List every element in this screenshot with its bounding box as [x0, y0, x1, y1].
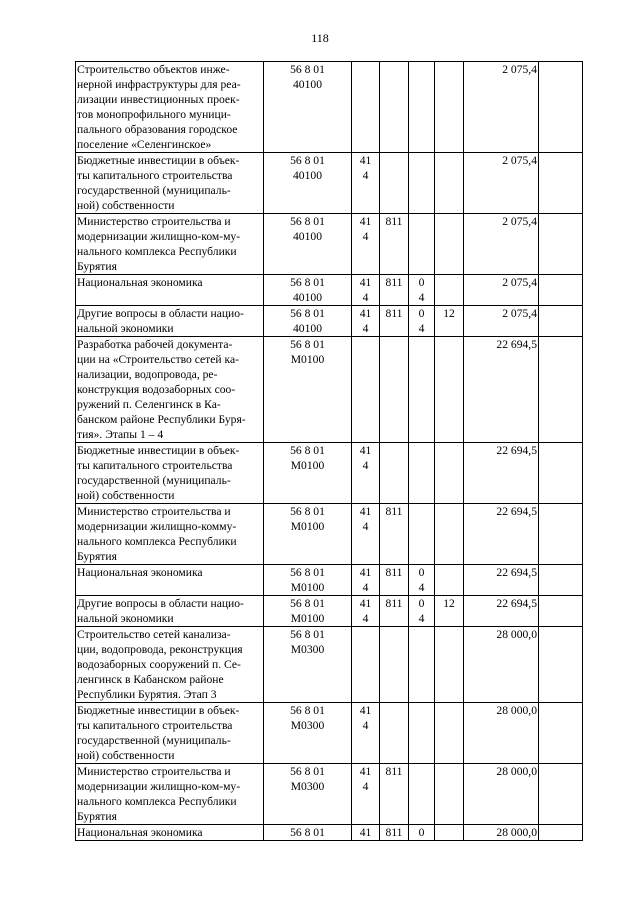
row-dep: [380, 306, 409, 337]
row-name-line: ружений п. Селенгинск в Ка-: [77, 398, 221, 411]
table-row: [76, 153, 583, 214]
row-name-line: ты капитального строительства: [77, 169, 233, 182]
row-rz: [409, 214, 435, 275]
row-pr: [435, 825, 464, 841]
row-sum: [464, 596, 539, 627]
table-row: [76, 275, 583, 306]
row-sum-line: 22 694,5: [496, 566, 537, 579]
row-dep: [380, 627, 409, 703]
row-dep: [380, 337, 409, 443]
table-row: [76, 443, 583, 504]
table-row: [76, 337, 583, 443]
row-code: [264, 214, 352, 275]
row-code: [264, 153, 352, 214]
page-number: 118: [311, 31, 329, 45]
row-rz: [409, 764, 435, 825]
row-code-line: М0100: [290, 612, 325, 625]
row-empty: [539, 703, 583, 764]
row-name-line: ной) собственности: [77, 749, 175, 762]
row-name-line: пального образования городское: [77, 123, 238, 136]
row-sum: [464, 565, 539, 596]
table-row: [76, 306, 583, 337]
row-pr: [435, 565, 464, 596]
row-rz: [409, 703, 435, 764]
row-name-line: водозаборных сооружений п. Се-: [77, 658, 241, 671]
row-code: [264, 565, 352, 596]
row-rz-line: 0: [418, 307, 425, 320]
row-vr-line: 41: [359, 444, 372, 457]
row-vr-line: 41: [359, 505, 372, 518]
row-vr: [352, 764, 380, 825]
row-empty: [539, 153, 583, 214]
row-empty: [539, 627, 583, 703]
row-name-line: Разработка рабочей документа-: [77, 338, 233, 351]
row-sum-line: 2 075,4: [502, 276, 537, 289]
row-empty: [539, 504, 583, 565]
row-code-line: 56 8 01: [290, 338, 325, 351]
row-code-line: 56 8 01: [290, 505, 325, 518]
row-dep-line: 811: [385, 307, 403, 320]
row-code-line: 56 8 01: [290, 276, 325, 289]
row-vr-line: 4: [362, 612, 369, 625]
row-dep-line: 811: [385, 826, 403, 839]
row-vr: [352, 596, 380, 627]
row-name: [76, 825, 264, 841]
row-dep-line: 811: [385, 276, 403, 289]
row-code-line: 56 8 01: [290, 597, 325, 610]
row-empty: [539, 306, 583, 337]
row-sum: [464, 627, 539, 703]
row-rz: [409, 627, 435, 703]
row-name: [76, 337, 264, 443]
row-pr: [435, 504, 464, 565]
row-vr: [352, 153, 380, 214]
row-name-line: лизации инвестиционных проек-: [77, 93, 240, 106]
row-vr-line: 4: [362, 291, 369, 304]
row-code-line: 56 8 01: [290, 628, 325, 641]
row-sum-line: 2 075,4: [502, 307, 537, 320]
row-code-line: М0300: [290, 719, 325, 732]
row-empty: [539, 443, 583, 504]
row-code-line: 56 8 01: [290, 765, 325, 778]
row-vr-line: 4: [362, 581, 369, 594]
row-sum: [464, 62, 539, 153]
row-sum: [464, 337, 539, 443]
row-empty: [539, 214, 583, 275]
table-row: [76, 764, 583, 825]
row-code-line: 56 8 01: [290, 444, 325, 457]
row-dep-line: 811: [385, 215, 403, 228]
table-row: [76, 62, 583, 153]
row-code: [264, 275, 352, 306]
row-vr-line: 41: [359, 154, 372, 167]
row-sum-line: 28 000,0: [496, 628, 537, 641]
row-vr: [352, 627, 380, 703]
row-dep: [380, 825, 409, 841]
row-empty: [539, 565, 583, 596]
row-name: [76, 627, 264, 703]
row-name-line: поселение «Селенгинское»: [77, 138, 212, 151]
row-name-line: Бюджетные инвестиции в объек-: [77, 704, 240, 717]
row-vr: [352, 504, 380, 565]
row-pr: [435, 627, 464, 703]
row-vr-line: 4: [362, 322, 369, 335]
row-name-line: Бюджетные инвестиции в объек-: [77, 444, 240, 457]
row-name-line: тов монопрофильного муници-: [77, 108, 231, 121]
row-sum-line: 22 694,5: [496, 444, 537, 457]
row-name-line: модернизации жилищно-ком-му-: [77, 230, 241, 243]
row-rz-line: 0: [418, 566, 425, 579]
row-rz: [409, 153, 435, 214]
row-sum-line: 22 694,5: [496, 505, 537, 518]
row-vr: [352, 565, 380, 596]
row-pr: [435, 275, 464, 306]
row-name-line: конструкция водозаборных соо-: [77, 383, 236, 396]
row-pr: [435, 214, 464, 275]
row-sum: [464, 153, 539, 214]
row-code: [264, 627, 352, 703]
row-rz: [409, 504, 435, 565]
row-vr-line: 41: [359, 826, 372, 839]
row-code-line: М0100: [290, 520, 325, 533]
row-code-line: 56 8 01: [290, 826, 325, 839]
row-empty: [539, 764, 583, 825]
row-rz: [409, 337, 435, 443]
table-row: [76, 504, 583, 565]
row-code-line: 56 8 01: [290, 63, 325, 76]
row-name-line: нализации, водопровода, ре-: [77, 368, 218, 381]
row-vr: [352, 703, 380, 764]
row-vr: [352, 214, 380, 275]
row-code-line: 40100: [293, 322, 322, 335]
table-row: [76, 825, 583, 841]
row-code-line: 56 8 01: [290, 154, 325, 167]
row-name-line: ленгинск в Кабанском районе: [77, 673, 224, 686]
row-sum: [464, 443, 539, 504]
row-code-line: М0100: [290, 353, 325, 366]
row-code-line: 40100: [293, 169, 322, 182]
row-rz: [409, 62, 435, 153]
row-vr-line: 4: [362, 520, 369, 533]
row-empty: [539, 275, 583, 306]
row-name-line: ции, водопровода, реконструкция: [77, 643, 243, 656]
row-name-line: Бюджетные инвестиции в объек-: [77, 154, 240, 167]
row-sum-line: 2 075,4: [502, 215, 537, 228]
row-rz: [409, 275, 435, 306]
row-sum-line: 22 694,5: [496, 338, 537, 351]
row-sum: [464, 214, 539, 275]
row-dep: [380, 214, 409, 275]
row-name-line: ной) собственности: [77, 199, 175, 212]
row-sum-line: 28 000,0: [496, 826, 537, 839]
row-code-line: 56 8 01: [290, 704, 325, 717]
row-name-line: Строительство объектов инже-: [77, 63, 230, 76]
row-empty: [539, 825, 583, 841]
row-vr-line: 41: [359, 765, 372, 778]
row-pr: [435, 62, 464, 153]
row-rz-line: 4: [418, 581, 425, 594]
row-vr-line: 4: [362, 459, 369, 472]
row-vr-line: 4: [362, 780, 369, 793]
row-pr-line: 12: [443, 307, 455, 320]
row-name-line: ты капитального строительства: [77, 719, 233, 732]
row-name-line: модернизации жилищно-ком-му-: [77, 780, 241, 793]
row-code-line: 56 8 01: [290, 215, 325, 228]
row-rz: [409, 565, 435, 596]
row-name-line: банском районе Республики Буря-: [77, 413, 246, 426]
row-name-line: ной) собственности: [77, 489, 175, 502]
budget-table: [75, 61, 583, 841]
row-rz-line: 4: [418, 612, 425, 625]
row-code: [264, 825, 352, 841]
table-row: [76, 703, 583, 764]
row-pr: [435, 764, 464, 825]
row-name: [76, 703, 264, 764]
row-code-line: 56 8 01: [290, 566, 325, 579]
row-code: [264, 504, 352, 565]
row-code-line: М0300: [290, 643, 325, 656]
row-name-line: государственной (муниципаль-: [77, 734, 231, 747]
row-sum-line: 2 075,4: [502, 63, 537, 76]
row-name-line: государственной (муниципаль-: [77, 474, 231, 487]
row-name: [76, 214, 264, 275]
row-dep: [380, 565, 409, 596]
row-vr: [352, 306, 380, 337]
row-code-line: 40100: [293, 291, 322, 304]
row-vr-line: 4: [362, 169, 369, 182]
row-name-line: нального комплекса Республики: [77, 795, 237, 808]
row-rz: [409, 596, 435, 627]
row-name-line: Другие вопросы в области нацио-: [77, 597, 244, 610]
row-code: [264, 596, 352, 627]
row-code: [264, 764, 352, 825]
row-dep-line: 811: [385, 765, 403, 778]
table-row: [76, 627, 583, 703]
row-vr: [352, 275, 380, 306]
table-row: [76, 214, 583, 275]
row-name-line: нальной экономики: [77, 612, 174, 625]
row-code-line: 40100: [293, 230, 322, 243]
row-sum: [464, 703, 539, 764]
row-name-line: модернизации жилищно-комму-: [77, 520, 237, 533]
row-vr: [352, 443, 380, 504]
row-pr: [435, 443, 464, 504]
row-name: [76, 306, 264, 337]
row-vr-line: 41: [359, 704, 372, 717]
row-dep: [380, 703, 409, 764]
row-name-line: Бурятия: [77, 810, 117, 823]
row-vr: [352, 825, 380, 841]
row-vr-line: 41: [359, 566, 372, 579]
row-rz: [409, 306, 435, 337]
row-pr-line: 12: [443, 597, 455, 610]
row-empty: [539, 62, 583, 153]
row-name-line: Другие вопросы в области нацио-: [77, 307, 244, 320]
row-rz: [409, 443, 435, 504]
row-vr-line: 41: [359, 597, 372, 610]
row-name: [76, 504, 264, 565]
row-name-line: нальной экономики: [77, 322, 174, 335]
row-name-line: Республики Бурятия. Этап 3: [77, 688, 217, 701]
row-name: [76, 62, 264, 153]
row-name: [76, 565, 264, 596]
row-vr-line: 4: [362, 230, 369, 243]
row-rz-line: 4: [418, 291, 425, 304]
row-name-line: Министерство строительства и: [77, 215, 231, 228]
row-dep: [380, 275, 409, 306]
row-name-line: Бурятия: [77, 260, 117, 273]
row-code: [264, 443, 352, 504]
row-code: [264, 306, 352, 337]
row-sum: [464, 306, 539, 337]
row-sum: [464, 504, 539, 565]
row-pr: [435, 596, 464, 627]
row-name-line: ции на «Строительство сетей ка-: [77, 353, 239, 366]
row-dep: [380, 596, 409, 627]
row-dep-line: 811: [385, 505, 403, 518]
row-code-line: 40100: [293, 78, 322, 91]
row-code-line: М0100: [290, 581, 325, 594]
row-code-line: 56 8 01: [290, 307, 325, 320]
row-vr-line: 4: [362, 719, 369, 732]
row-empty: [539, 596, 583, 627]
row-pr: [435, 337, 464, 443]
row-name-line: Министерство строительства и: [77, 765, 231, 778]
table-body: [76, 62, 583, 841]
row-name-line: Строительство сетей канализа-: [77, 628, 231, 641]
row-dep: [380, 764, 409, 825]
row-name: [76, 596, 264, 627]
row-name-line: нального комплекса Республики: [77, 535, 237, 548]
row-name-line: Национальная экономика: [77, 826, 203, 839]
row-name-line: Министерство строительства и: [77, 505, 231, 518]
row-empty: [539, 337, 583, 443]
row-name: [76, 443, 264, 504]
row-name-line: Национальная экономика: [77, 276, 203, 289]
row-code: [264, 703, 352, 764]
row-rz: [409, 825, 435, 841]
row-sum-line: 22 694,5: [496, 597, 537, 610]
row-vr: [352, 62, 380, 153]
row-name-line: Бурятия: [77, 550, 117, 563]
row-vr-line: 41: [359, 215, 372, 228]
row-rz-line: 0: [418, 597, 425, 610]
row-rz-line: 0: [418, 826, 425, 839]
row-dep: [380, 504, 409, 565]
row-name: [76, 764, 264, 825]
row-pr: [435, 153, 464, 214]
row-name-line: тия». Этапы 1 – 4: [77, 428, 164, 441]
row-code-line: М0100: [290, 459, 325, 472]
row-pr: [435, 703, 464, 764]
row-name-line: нерной инфраструктуры для реа-: [77, 78, 241, 91]
row-rz-line: 4: [418, 322, 425, 335]
row-name-line: Национальная экономика: [77, 566, 203, 579]
row-dep: [380, 443, 409, 504]
row-sum-line: 28 000,0: [496, 765, 537, 778]
row-code: [264, 62, 352, 153]
row-pr: [435, 306, 464, 337]
row-rz-line: 0: [418, 276, 425, 289]
row-dep-line: 811: [385, 566, 403, 579]
table-row: [76, 565, 583, 596]
table-row: [76, 596, 583, 627]
row-code-line: М0300: [290, 780, 325, 793]
row-vr: [352, 337, 380, 443]
row-name: [76, 153, 264, 214]
row-sum-line: 28 000,0: [496, 704, 537, 717]
row-name: [76, 275, 264, 306]
row-name-line: государственной (муниципаль-: [77, 184, 231, 197]
row-vr-line: 41: [359, 307, 372, 320]
row-sum: [464, 764, 539, 825]
row-dep: [380, 153, 409, 214]
row-sum: [464, 825, 539, 841]
row-vr-line: 41: [359, 276, 372, 289]
row-name-line: нального комплекса Республики: [77, 245, 237, 258]
row-sum-line: 2 075,4: [502, 154, 537, 167]
row-dep: [380, 62, 409, 153]
row-sum: [464, 275, 539, 306]
row-name-line: ты капитального строительства: [77, 459, 233, 472]
row-dep-line: 811: [385, 597, 403, 610]
row-code: [264, 337, 352, 443]
